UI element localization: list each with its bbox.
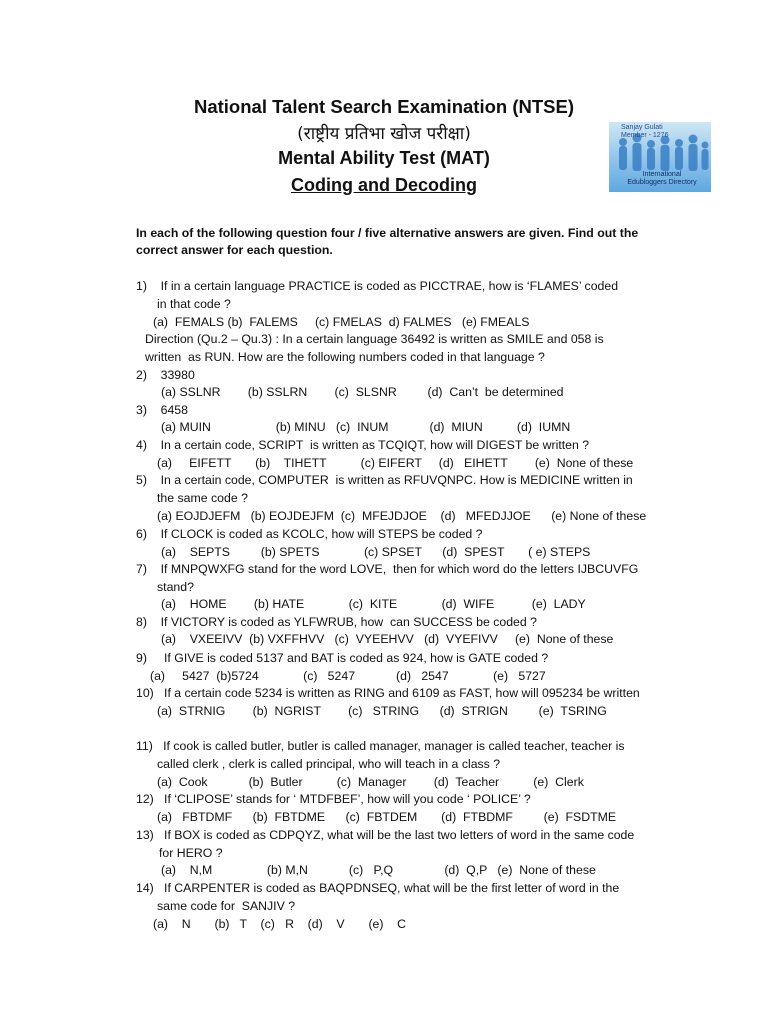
question-line: (a) VXEEIVV (b) VXFFHVV (c) VYEEHVV (d) VYEFIVV (e) None of these <box>161 632 614 646</box>
logo-caption <box>621 124 668 140</box>
question-line: (a) FEMALS (b) FALEMS (c) FMELAS d) FALMES (e) FMEALS <box>153 315 530 329</box>
question-line: stand? <box>157 580 194 594</box>
question-line: (a) N,M (b) M,N (c) P,Q (d) Q,P (e) None of these <box>161 863 596 877</box>
question-line: Direction (Qu.2 – Qu.3) : In a certain language 36492 is written as SMILE and 058 is <box>145 332 604 346</box>
question-line: for HERO ? <box>159 846 223 860</box>
question-line: (a) STRNIG (b) NGRIST (c) STRING (d) STRIGN (e) TSRING <box>157 704 607 718</box>
logo-org <box>617 171 707 187</box>
question-line: (a) FBTDMF (b) FBTDME (c) FBTDEM (d) FTBDMF (e) FSDTME <box>157 810 617 824</box>
question-line: (a) 5427 (b)5724 (c) 5247 (d) 2547 (e) 5727 <box>150 669 546 683</box>
question-line: in that code ? <box>157 297 231 311</box>
question-line: 8) If VICTORY is coded as YLFWRUB, how can SUCCESS be coded ? <box>136 615 537 629</box>
question-line: 14) If CARPENTER is coded as BAQPDNSEQ, what will be the first letter of word in the <box>136 881 620 895</box>
question-line: (a) SSLNR (b) SSLRN (c) SLSNR (d) Can’t be determined <box>161 385 564 399</box>
question-line: 7) If MNPQWXFG stand for the word LOVE, then for which word do the letters IJBCUVFG <box>136 562 639 576</box>
logo-org-line2: Edubloggers Directory <box>627 179 697 186</box>
question-line: 3) 6458 <box>136 403 188 417</box>
page-title: National Talent Search Examination (NTSE) <box>193 96 574 117</box>
question-line: same code for SANJIV ? <box>157 899 296 913</box>
logo-org-line1: International <box>642 171 682 178</box>
question-line: 12) If ‘CLIPOSE’ stands for ‘ MTDFBEF’, how will you code ‘ POLICE’ ? <box>136 792 531 806</box>
question-line: 1) If in a certain language PRACTICE is coded as PICCTRAE, how is ‘FLAMES’ coded <box>136 279 619 293</box>
question-line: 5) In a certain code, COMPUTER is written as RFUVQNPC. How is MEDICINE written in <box>136 473 633 487</box>
logo-name: Sanjay Gulati <box>621 124 663 131</box>
question-line: 4) In a certain code, SCRIPT is written as TCQIQT, how will DIGEST be written ? <box>136 438 590 452</box>
question-line: (a) Cook (b) Butler (c) Manager (d) Teacher (e) Clerk <box>157 775 584 789</box>
question-line: 13) If BOX is coded as CDPQYZ, what will be the last two letters of word in the same code <box>136 828 635 842</box>
edubloggers-logo <box>609 122 711 192</box>
question-line: called clerk , clerk is called principal, who will teach in a class ? <box>157 757 501 771</box>
question-line: written as RUN. How are the following numbers coded in that language ? <box>145 350 545 364</box>
question-line: 6) If CLOCK is coded as KCOLC, how will STEPS be coded ? <box>136 527 483 541</box>
intro-line-2: correct answer for each question. <box>136 243 333 257</box>
question-line: (a) EOJDJEFM (b) EOJDEJFM (c) MFEJDJOE (d) MFEDJJOE (e) None of these <box>157 509 647 523</box>
hindi-title: (राष्ट्रीय प्रतिभा खोज परीक्षा) <box>297 124 471 144</box>
question-line: 11) If cook is called butler, butler is called manager, manager is called teacher, teacher is <box>136 739 625 753</box>
question-line: the same code ? <box>157 491 248 505</box>
question-line: (a) SEPTS (b) SPETS (c) SPSET (d) SPEST ( e) STEPS <box>161 545 591 559</box>
question-line: (a) MUIN (b) MINU (c) INUM (d) MIUN (d) IUMN <box>161 420 571 434</box>
page-subtitle: Mental Ability Test (MAT) <box>278 148 490 168</box>
question-line: 2) 33980 <box>136 368 195 382</box>
question-line: 9) If GIVE is coded 5137 and BAT is coded as 924, how is GATE coded ? <box>136 651 549 665</box>
topic-heading: Coding and Decoding <box>291 175 477 195</box>
intro-line-1: In each of the following question four / five alternative answers are given. Find out the <box>136 226 639 240</box>
question-line: (a) N (b) T (c) R (d) V (e) C <box>153 917 407 931</box>
logo-member: Member - 1276 <box>621 132 669 139</box>
question-line: (a) HOME (b) HATE (c) KITE (d) WIFE (e) LADY <box>161 597 586 611</box>
question-line: (a) EIFETT (b) TIHETT (c) EIFERT (d) EIHETT (e) None of these <box>157 456 634 470</box>
question-line: 10) If a certain code 5234 is written as RING and 6109 as FAST, how will 095234 be written <box>136 686 640 700</box>
